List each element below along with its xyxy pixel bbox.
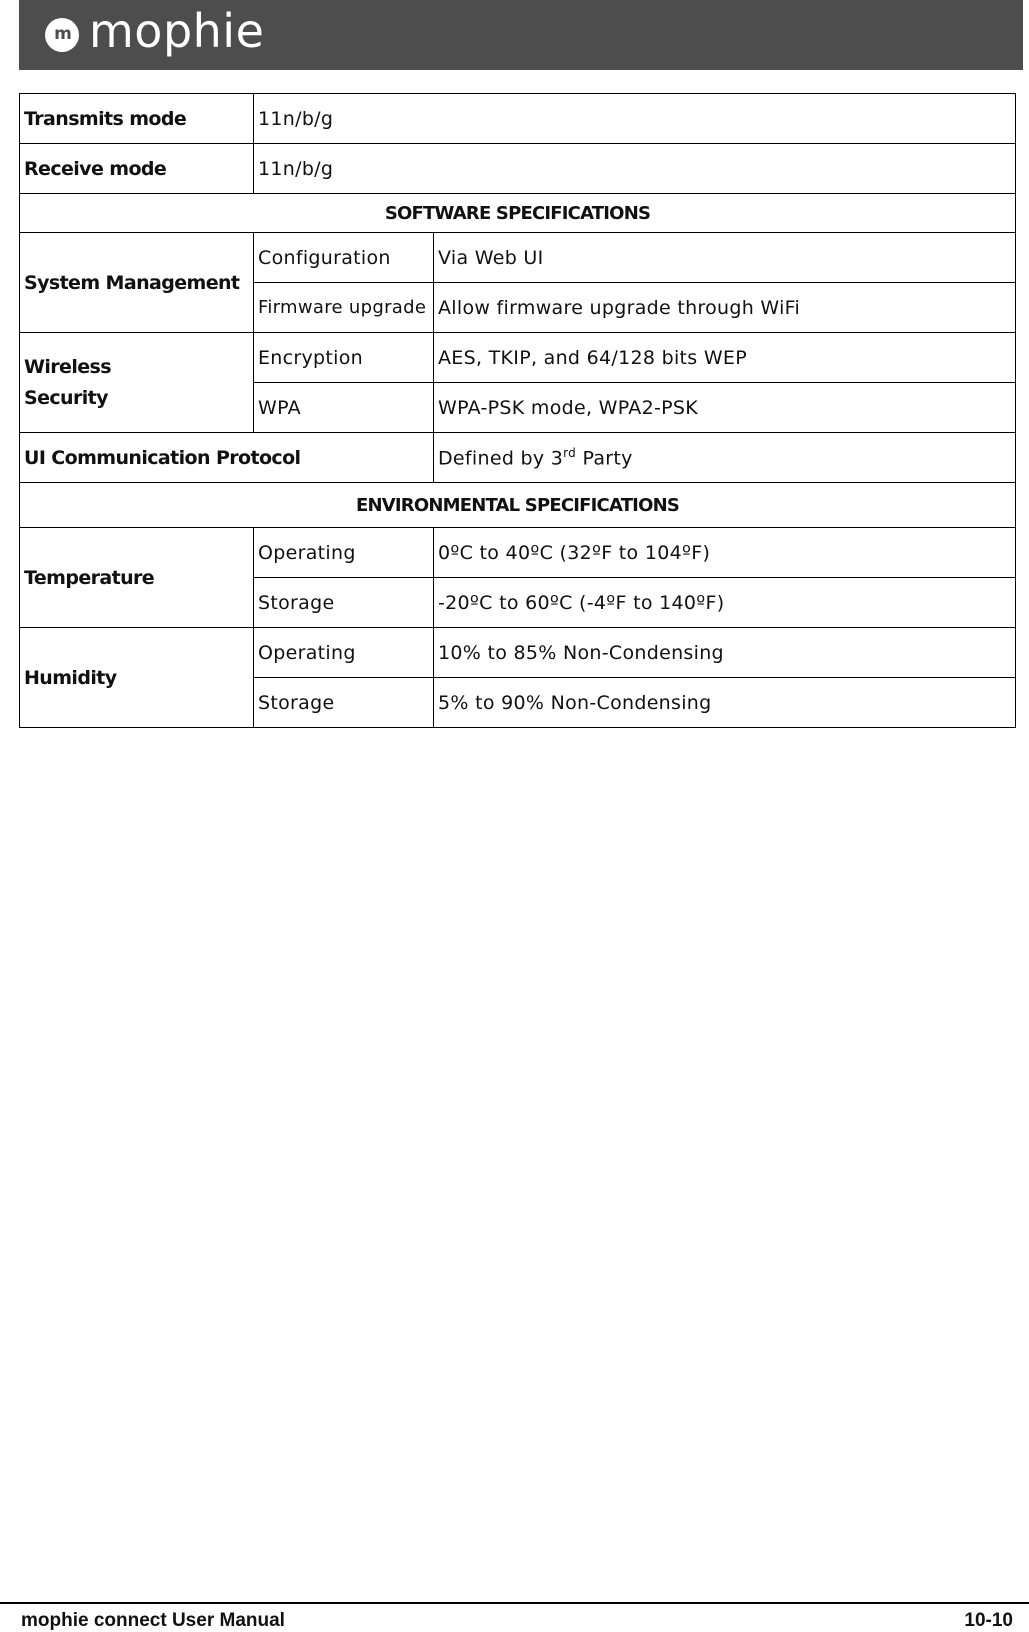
wireless-security-label — [20, 333, 254, 433]
security-label: Security — [24, 386, 108, 409]
humidity-operating-label: Operating — [254, 628, 434, 678]
humidity-storage-value: 5% to 90% Non-Condensing — [434, 678, 1016, 728]
protocol-value-sup: rd — [563, 445, 577, 460]
transmits-mode-label: Transmits mode — [20, 94, 254, 144]
temperature-operating-label: Operating — [254, 528, 434, 578]
header-bar — [19, 0, 1023, 70]
firmware-upgrade-label: Firmware upgrade — [254, 283, 434, 333]
table-row — [20, 94, 1016, 144]
protocol-value-post: Party — [576, 447, 633, 470]
spec-table — [19, 93, 1016, 728]
temperature-label: Temperature — [20, 528, 254, 628]
logo-glyph: m — [54, 24, 70, 44]
footer-divider — [0, 1602, 1029, 1604]
humidity-operating-value: 10% to 85% Non-Condensing — [434, 628, 1016, 678]
table-row — [20, 528, 1016, 578]
table-row — [20, 194, 1016, 233]
humidity-storage-label: Storage — [254, 678, 434, 728]
mophie-logo-icon — [45, 18, 79, 52]
table-row — [20, 433, 1016, 483]
table-row — [20, 333, 1016, 383]
system-management-label: System Management — [20, 233, 254, 333]
receive-mode-label: Receive mode — [20, 144, 254, 194]
encryption-label: Encryption — [254, 333, 434, 383]
configuration-value: Via Web UI — [434, 233, 1016, 283]
ui-communication-protocol-value — [434, 433, 1016, 483]
temperature-storage-value: -20ºC to 60ºC (-4ºF to 140ºF) — [434, 578, 1016, 628]
footer-page-number: 10-10 — [964, 1610, 1013, 1631]
temperature-storage-label: Storage — [254, 578, 434, 628]
table-row — [20, 483, 1016, 528]
firmware-upgrade-value: Allow firmware upgrade through WiFi — [434, 283, 1016, 333]
table-row — [20, 233, 1016, 283]
temperature-operating-value: 0ºC to 40ºC (32ºF to 104ºF) — [434, 528, 1016, 578]
software-specifications-heading: SOFTWARE SPECIFICATIONS — [20, 194, 1016, 233]
transmits-mode-value: 11n/b/g — [254, 94, 1016, 144]
logo-text: mophie — [89, 4, 265, 58]
footer-manual-title: mophie connect User Manual — [21, 1610, 285, 1631]
wpa-value: WPA-PSK mode, WPA2-PSK — [434, 383, 1016, 433]
protocol-value-pre: Defined by 3 — [438, 447, 564, 470]
environmental-specifications-heading: ENVIRONMENTAL SPECIFICATIONS — [20, 483, 1016, 528]
table-row — [20, 628, 1016, 678]
receive-mode-value: 11n/b/g — [254, 144, 1016, 194]
configuration-label: Configuration — [254, 233, 434, 283]
humidity-label: Humidity — [20, 628, 254, 728]
ui-communication-protocol-label: UI Communication Protocol — [20, 433, 434, 483]
wpa-label: WPA — [254, 383, 434, 433]
table-row — [20, 144, 1016, 194]
encryption-value: AES, TKIP, and 64/128 bits WEP — [434, 333, 1016, 383]
wireless-label: Wireless — [24, 355, 111, 378]
